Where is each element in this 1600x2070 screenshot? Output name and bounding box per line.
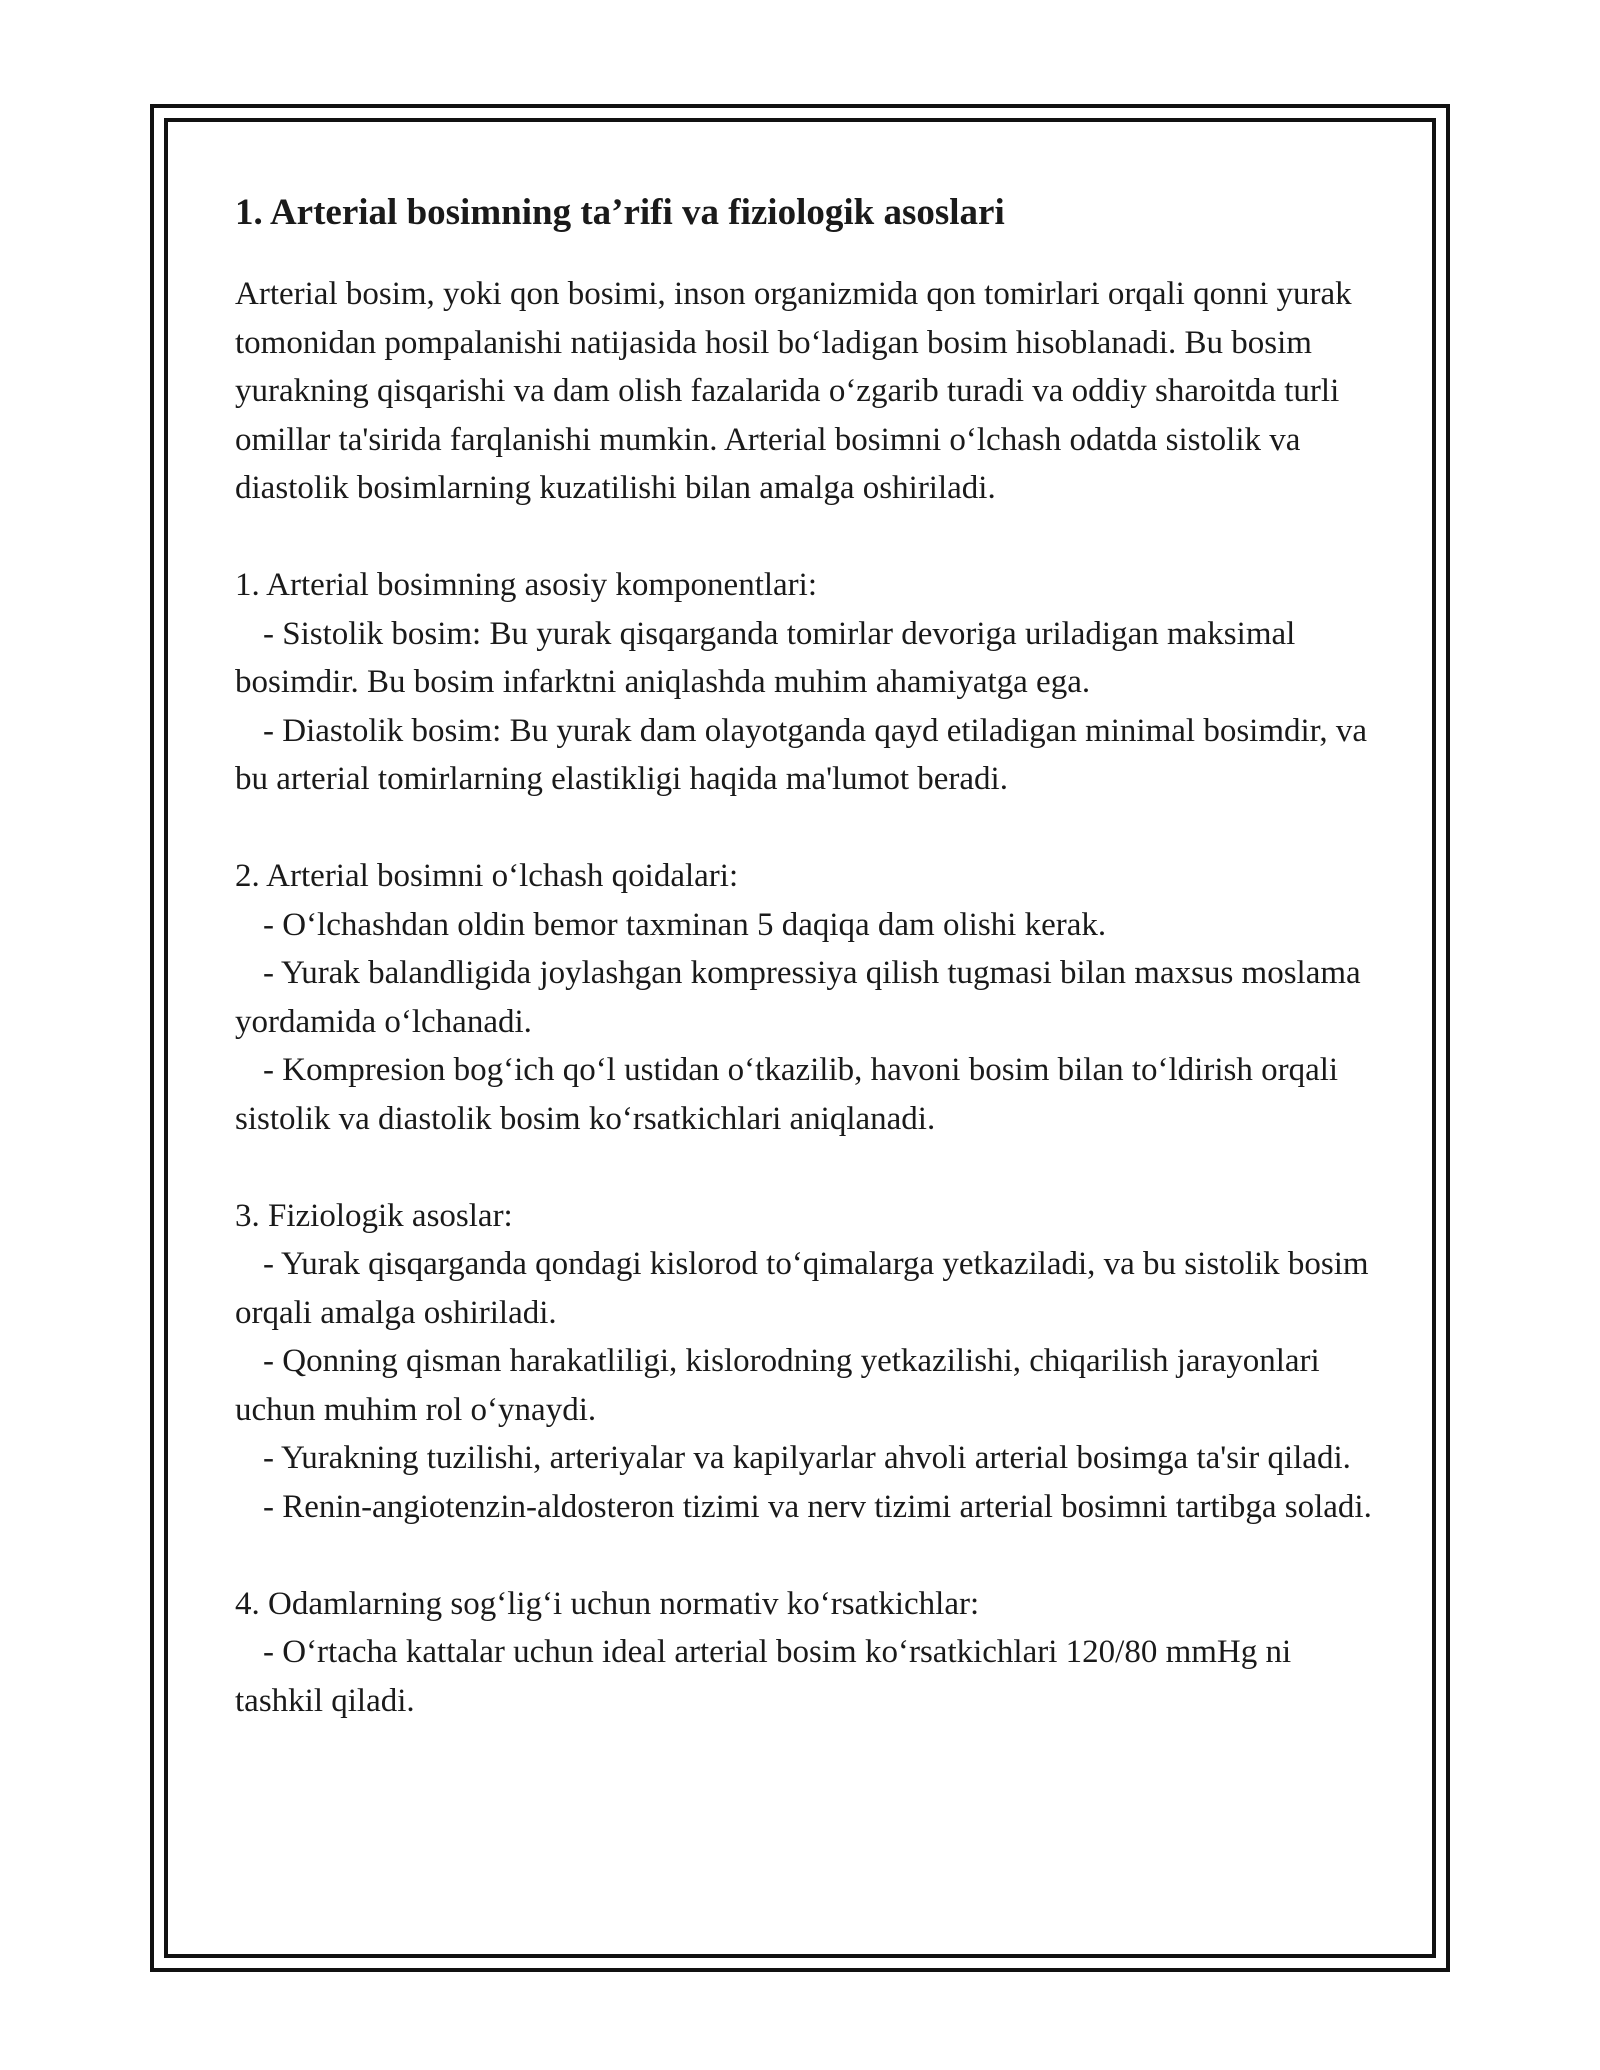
list-item: - Renin-angiotenzin-aldosteron tizimi va nerv tizimi arterial bosimni tartibga soladi.: [263, 1488, 1372, 1525]
list-item: - Yurak qisqarganda qondagi kislorod to‘qimalarga yetkaziladi, va bu sistolik bosim orqali amalga oshiriladi.: [235, 1246, 1369, 1331]
list-item: - Yurakning tuzilishi, arteriyalar va kapilyarlar ahvoli arterial bosimga ta'sir qiladi.: [263, 1440, 1351, 1476]
section-heading: 1. Arterial bosimning asosiy komponentlari:: [235, 567, 818, 603]
section-heading: 4. Odamlarning sog‘lig‘i uchun normativ ko‘rsatkichlar:: [235, 1585, 980, 1622]
section-components: [235, 561, 1375, 804]
list-item: - Diastolik bosim: Bu yurak dam olayotganda qayd etiladigan minimal bosimdir, va bu arterial tomirlarning elastikligi haqida ma'lumot beradi.: [235, 712, 1367, 797]
section-norms: [235, 1580, 1375, 1726]
document-title: 1. Arterial bosimning ta’rifi va fiziologik asoslari: [235, 192, 1005, 233]
section-heading: 3. Fiziologik asoslar:: [235, 1197, 513, 1234]
list-item: - O‘rtacha kattalar uchun ideal arterial bosim ko‘rsatkichlari 120/80 mmHg ni tashkil qiladi.: [235, 1634, 1292, 1719]
list-item: - Qonning qisman harakatliligi, kislorodning yetkazilishi, chiqarilish jarayonlari uchun muhim rol o‘ynaydi.: [235, 1343, 1320, 1428]
list-item: - Sistolik bosim: Bu yurak qisqarganda tomirlar devoriga uriladigan maksimal bosimdir. Bu bosim infarktni aniqlashda muhim ahamiyatga ega.: [235, 615, 1296, 700]
list-item: - Kompresion bog‘ich qo‘l ustidan o‘tkazilib, havoni bosim bilan to‘ldirish orqali sistolik va diastolik bosim ko‘rsatkichlari aniqlanadi.: [235, 1052, 1339, 1137]
list-item: - O‘lchashdan oldin bemor taxminan 5 daqiqa dam olishi kerak.: [263, 906, 1107, 943]
section-physiology: [235, 1192, 1375, 1532]
section-heading: 2. Arterial bosimni o‘lchash qoidalari:: [235, 858, 739, 894]
section-measurement-rules: [235, 852, 1375, 1143]
document-body: [235, 188, 1375, 1725]
intro-paragraph: Arterial bosim, yoki qon bosimi, inson organizmida qon tomirlari orqali qonni yurak tomonidan pompalanishi natijasida hosil bo‘ladigan bosim hisoblanadi. Bu bosim yurakning qisqarishi va dam olish fazalarida o‘zgarib turadi va oddiy sharoitda turli omillar ta'sirida farqlanishi mumkin. Arterial bosimni o‘lchash odatda sistolik va diastolik bosimlarning kuzatilishi bilan amalga oshiriladi.: [235, 276, 1352, 506]
list-item: - Yurak balandligida joylashgan kompressiya qilish tugmasi bilan maxsus moslama yordamida o‘lchanadi.: [235, 955, 1361, 1040]
